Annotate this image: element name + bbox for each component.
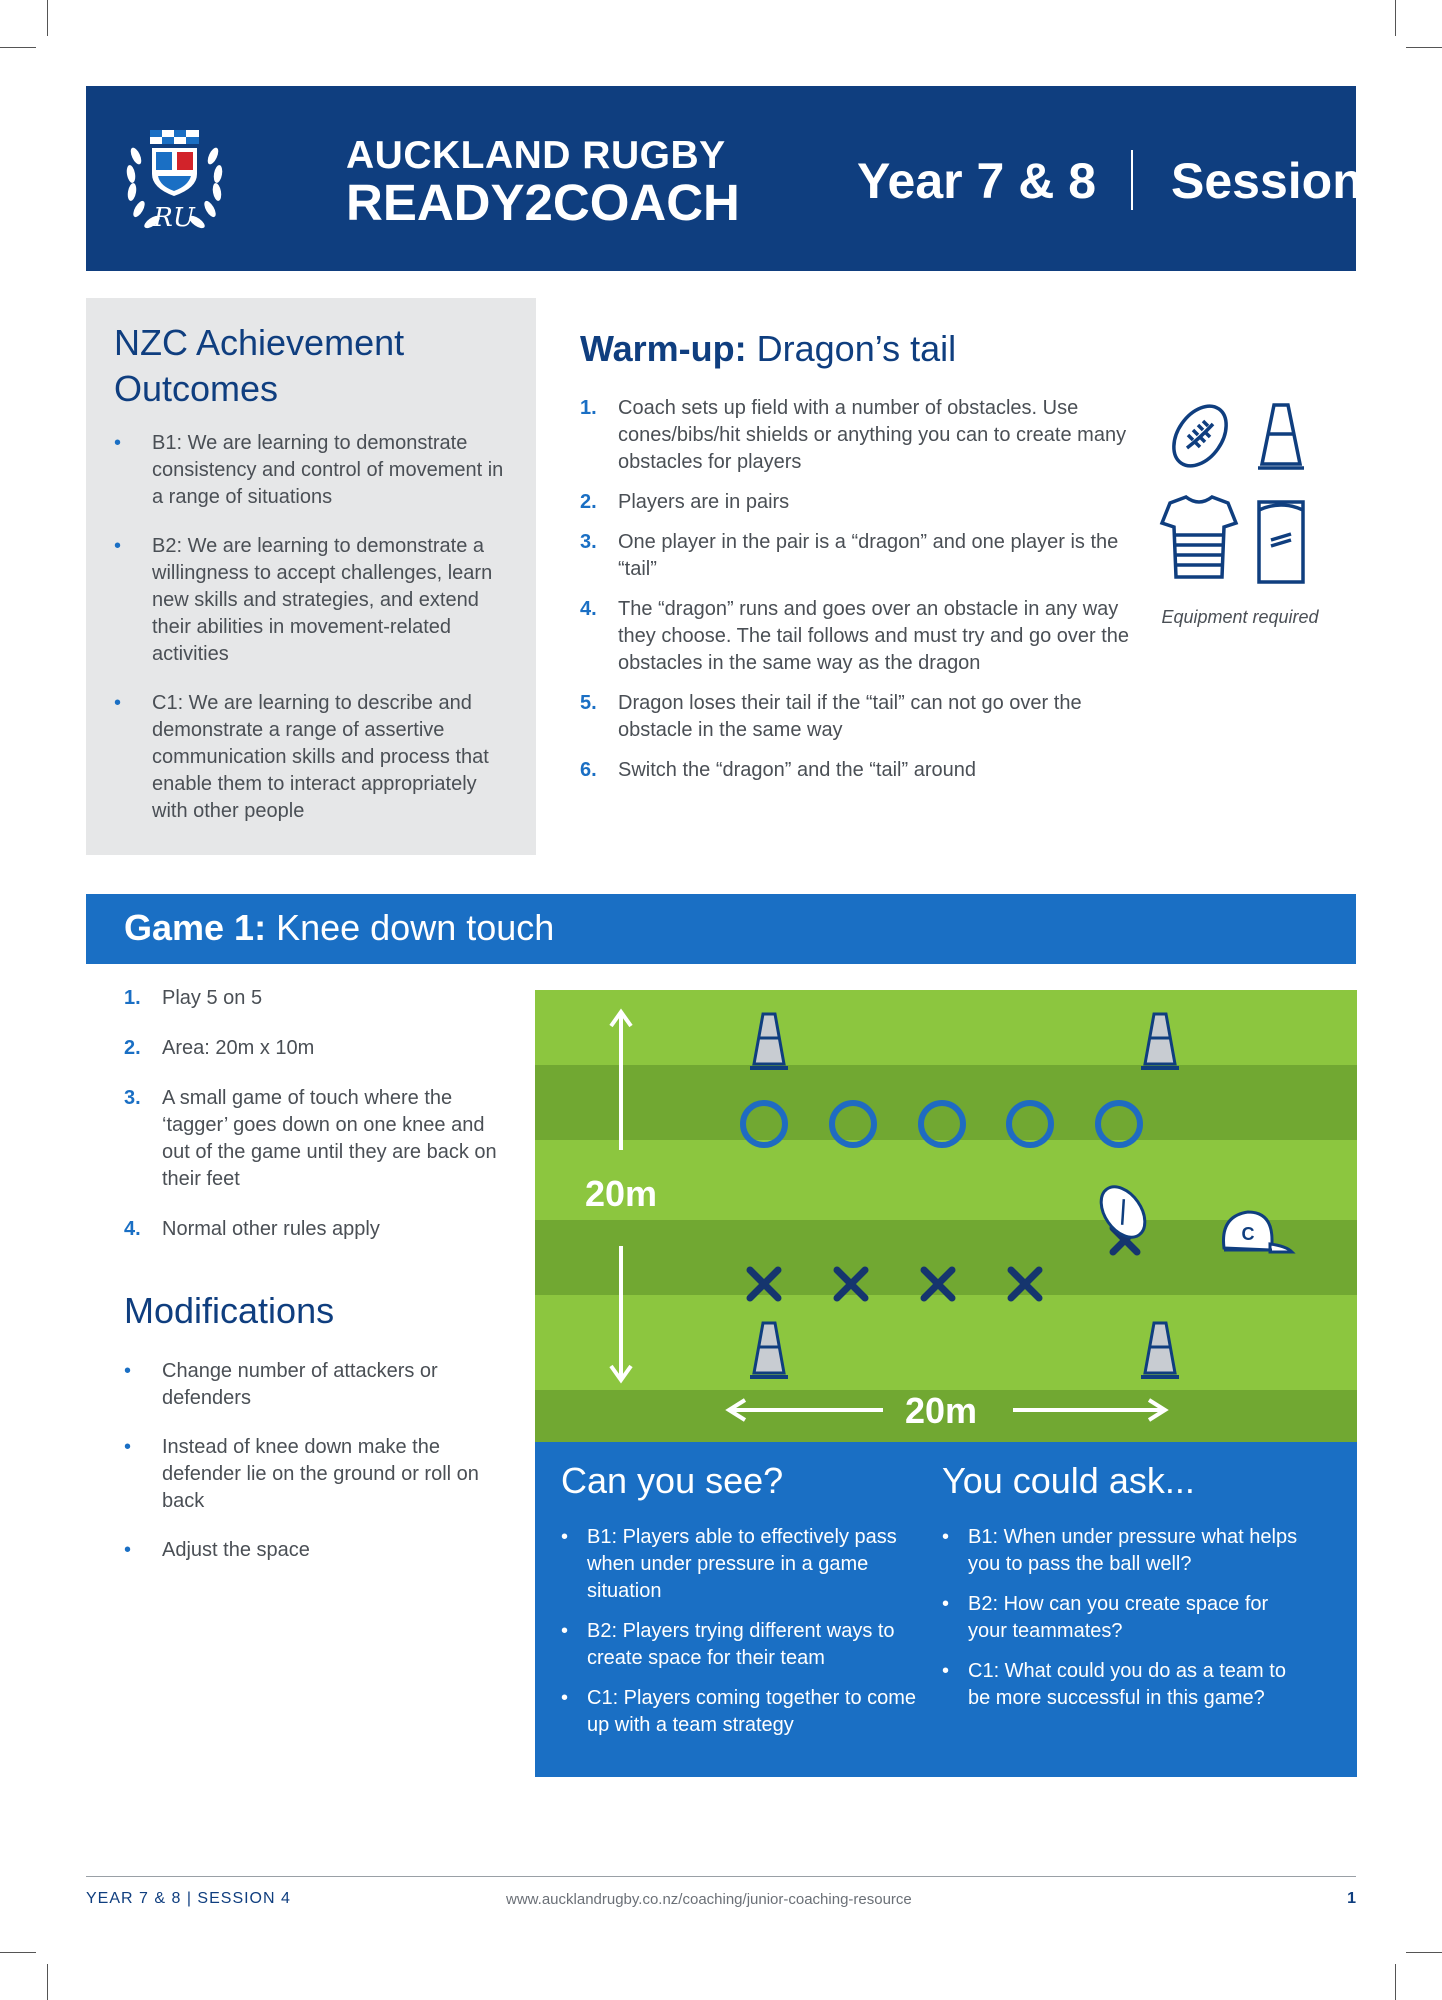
modifications-list (124, 1358, 504, 1586)
brand-wordmark (346, 134, 740, 231)
outcome-item: • B1: We are learning to demonstrate consistency and control of movement in a range of situations (114, 430, 514, 511)
rugby-ball-icon (1165, 400, 1235, 472)
modifications-title: Modifications (124, 1290, 335, 1331)
brand-line-1: AUCKLAND RUGBY (346, 134, 726, 177)
year-label: Year 7 & 8 (856, 153, 1096, 209)
warmup-step: 6. Switch the “dragon” and the “tail” around (580, 759, 976, 781)
footer-divider (86, 1876, 1356, 1877)
game1-step: 3. A small game of touch where the ‘tagger’ goes down on one knee and out of the game until they are back on their feet (124, 1087, 497, 1190)
height-label: 20m (585, 1173, 658, 1214)
warmup-step: 5. Dragon loses their tail if the “tail” can not go over the obstacle in the same way (580, 692, 1082, 741)
width-label: 20m (905, 1390, 978, 1431)
warmup-title-name: Dragon’s tail (746, 328, 957, 369)
you-could-ask-item: • B1: When under pressure what helps you to pass the ball well? (942, 1524, 1312, 1578)
warmup-title (580, 328, 956, 370)
can-you-see-list (561, 1524, 921, 1752)
equipment-caption: Equipment required (1161, 607, 1319, 627)
game1-field-diagram (535, 990, 1357, 1442)
cone-icon (1255, 402, 1307, 472)
warmup-step: 2. Players are in pairs (580, 491, 790, 513)
can-you-see-item: • B2: Players trying different ways to create space for their team (561, 1618, 921, 1672)
outcomes-list (114, 430, 514, 847)
crop-mark (47, 0, 48, 36)
game1-title-bar (86, 894, 1356, 964)
crop-mark (0, 47, 36, 48)
header-divider (1131, 150, 1133, 210)
crop-mark (1395, 0, 1396, 36)
can-you-see-item: • B1: Players able to effectively pass when under pressure in a game situation (561, 1524, 921, 1605)
you-could-ask-title: You could ask... (942, 1460, 1195, 1501)
coach-label: C (1241, 1224, 1255, 1244)
game1-step: 2. Area: 20m x 10m (124, 1037, 315, 1059)
game1-step: 1. Play 5 on 5 (124, 987, 263, 1009)
svg-text:RU: RU (153, 203, 195, 233)
outcomes-title: NZC Achievement Outcomes (114, 322, 405, 409)
modification-item: • Change number of attackers or defenders (124, 1358, 504, 1412)
auckland-rugby-crest-logo (122, 126, 227, 238)
can-you-see-item: • C1: Players coming together to come up with a team strategy (561, 1685, 921, 1739)
game1-title (124, 907, 554, 949)
warmup-steps (580, 395, 1130, 797)
crop-mark (1406, 47, 1442, 48)
crop-mark (0, 1952, 36, 1953)
you-could-ask-list (942, 1524, 1312, 1725)
you-could-ask-item: • C1: What could you do as a team to be more successful in this game? (942, 1658, 1312, 1712)
crop-mark (1395, 1964, 1396, 2000)
hit-shield-icon (1253, 498, 1309, 586)
page-header (86, 86, 1405, 271)
crop-mark (47, 1964, 48, 2000)
can-you-see-title: Can you see? (561, 1460, 784, 1501)
game1-steps (124, 985, 504, 1266)
jersey-icon (1158, 493, 1240, 581)
session-label: Session 4 (1171, 153, 1405, 209)
warmup-step: 4. The “dragon” runs and goes over an obstacle in any way they choose. The tail follows and must try and go over the obstacles in the same way as the dragon (580, 598, 1130, 674)
game1-step: 4. Normal other rules apply (124, 1218, 380, 1240)
grass-stripe (535, 990, 1357, 1065)
warmup-title-bold: Warm-up: (580, 328, 747, 369)
footer-session-label: YEAR 7 & 8 | SESSION 4 (86, 1890, 291, 1907)
outcome-item: • B2: We are learning to demonstrate a willingness to accept challenges, learn new skills and strategies, and extend their abilities in movement-related activities (114, 533, 514, 668)
game1-title-bold: Game 1: (124, 907, 267, 948)
footer-url[interactable]: www.aucklandrugby.co.nz/coaching/junior-coaching-resource (506, 1891, 912, 1908)
grass-stripe (535, 1295, 1357, 1390)
game1-title-name: Knee down touch (266, 907, 555, 948)
achievement-outcomes-panel (86, 298, 536, 855)
modification-item: • Adjust the space (124, 1537, 504, 1564)
crop-mark (1406, 1952, 1442, 1953)
modification-item: • Instead of knee down make the defender lie on the ground or roll on back (124, 1434, 504, 1515)
page-number: 1 (1347, 1890, 1356, 1907)
warmup-step: 1. Coach sets up field with a number of obstacles. Use cones/bibs/hit shields or anything you can to create many obstacles for players (580, 397, 1127, 473)
brand-line-2: READY2COACH (346, 174, 740, 231)
outcome-item: • C1: We are learning to describe and demonstrate a range of assertive communication skills and process that enable them to interact appropriately with other people (114, 690, 514, 825)
warmup-step: 3. One player in the pair is a “dragon” and one player is the “tail” (580, 531, 1119, 580)
coaching-questions-panel (535, 1442, 1357, 1777)
you-could-ask-item: • B2: How can you create space for your teammates? (942, 1591, 1312, 1645)
grass-stripe (535, 1140, 1357, 1220)
